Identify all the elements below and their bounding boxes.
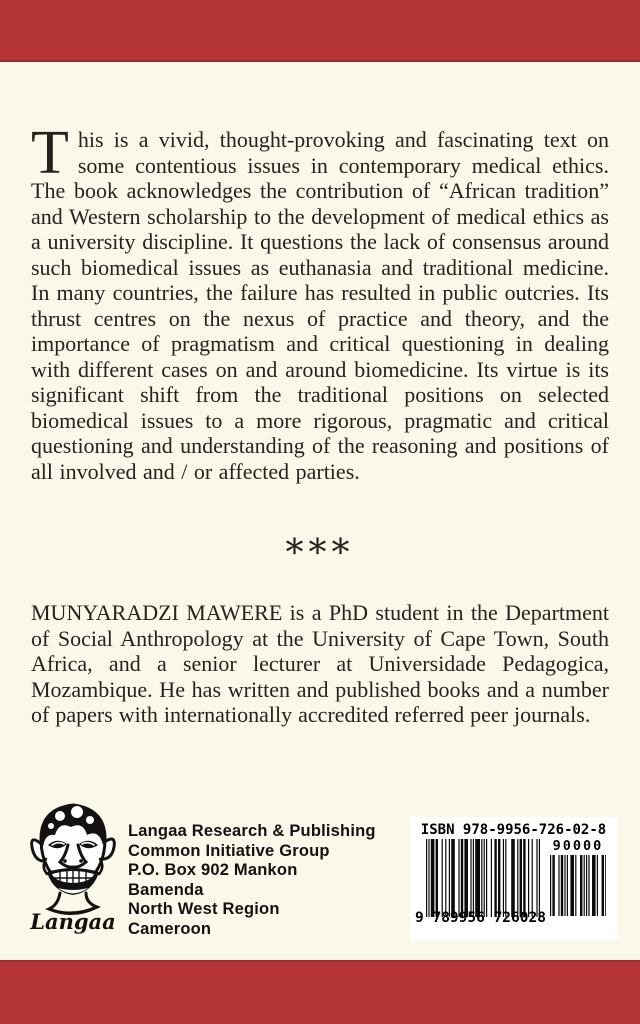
publisher-line: Bamenda (128, 880, 204, 899)
langaa-wordmark: Langaa (30, 909, 116, 934)
publisher-address (128, 822, 376, 940)
ean5-bars-icon (549, 855, 607, 916)
supplement-code-label: 90000 (552, 838, 604, 854)
synopsis-text: his is a vivid, thought-provoking and fascinating text on some contentious issues in contemporary medical ethics. The book acknowledges the contribution of “African tradition” and Western scholarship to the development of medical ethics as a university discipline. It questions the lack of consensus around such biomedical issues as euthanasia and traditional medicine. In many countries, the failure has resulted in public outcries. Its thrust centres on the nexus of practice and theory, and the importance of pragmatism and critical questioning in dealing with different cases on and around biomedicine. Its virtue is its significant shift from the traditional positions on selected biomedical issues to a more rigorous, pragmatic and critical questioning and understanding of the reasoning and positions of all involved and / or affected parties. (31, 127, 609, 484)
publisher-footer (25, 795, 617, 950)
top-red-band (0, 0, 640, 62)
publisher-line: Langaa Research & Publishing (128, 822, 376, 840)
author-bio-paragraph: MUNYARADZI MAWERE is a PhD student in the Department of Social Anthropology at the University of Cape Town, South Africa, and a senior lecturer at Universidade Pedagogica, Mozambique. He has written and published books and a number of papers with internationally accredited referred peer journals. (31, 600, 609, 727)
isbn-barcode-block (410, 817, 617, 941)
isbn-number-label: ISBN 978-9956-726-02-8 (420, 822, 607, 838)
ean13-bars-icon (426, 839, 546, 917)
dropcap-letter: T (31, 119, 69, 187)
ean13-barcode (415, 839, 546, 926)
langaa-mask-face-icon (27, 795, 119, 917)
publisher-line: Common Initiative Group (128, 841, 330, 860)
asterisk-separator: *** (285, 533, 355, 574)
publisher-line: Cameroon (128, 919, 212, 938)
ean5-supplement-barcode (549, 839, 607, 926)
publisher-line: North West Region (128, 900, 280, 919)
synopsis-paragraph (31, 119, 609, 484)
bottom-red-band (0, 960, 640, 1024)
langaa-logo (25, 795, 121, 933)
ean13-digits: 9 789956 726028 (415, 910, 546, 926)
publisher-line: P.O. Box 902 Mankon (128, 861, 298, 880)
